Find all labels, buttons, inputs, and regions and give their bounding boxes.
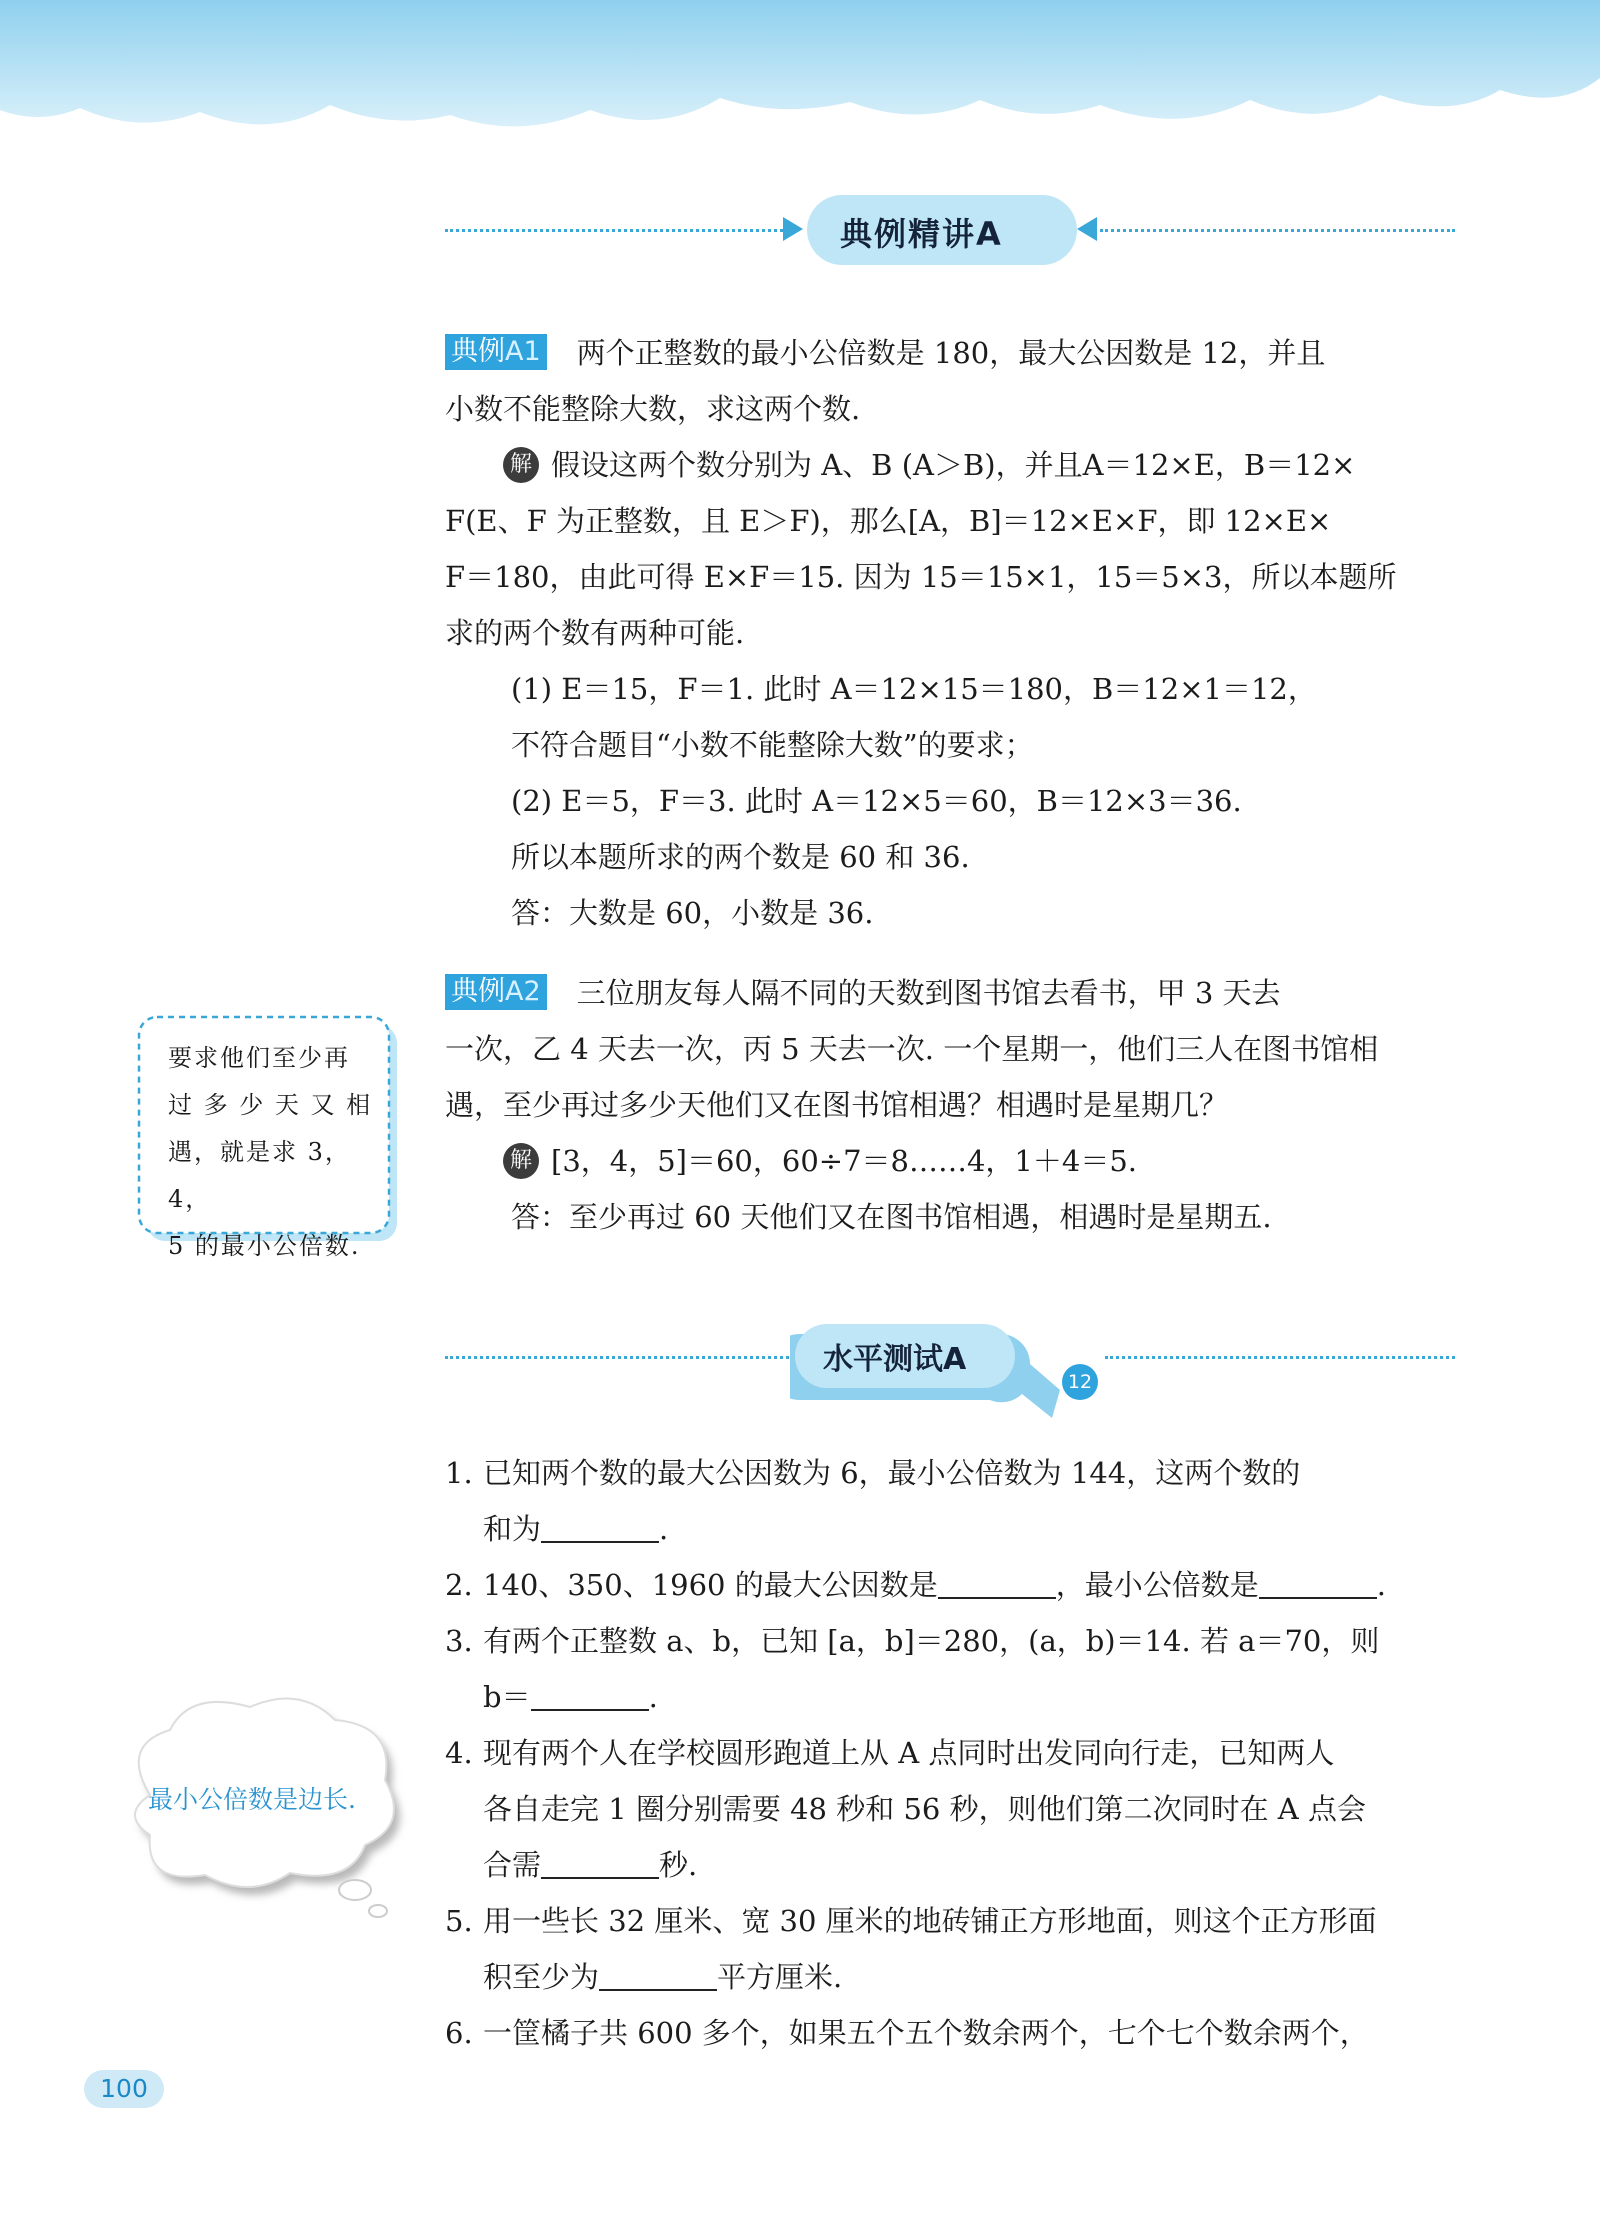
answer-blank[interactable] bbox=[541, 1847, 659, 1879]
example-a2 bbox=[445, 965, 1455, 1245]
dotted-rule-right bbox=[1105, 1356, 1455, 1359]
page-number: 100 bbox=[84, 2070, 164, 2108]
answer-text: 答：大数是 60，小数是 36. bbox=[511, 896, 874, 930]
quiz-text: 各自走完 1 圈分别需要 48 秒和 56 秒，则他们第二次同时在 A 点会 bbox=[483, 1792, 1366, 1826]
example-text: 遇，至少再过多少天他们又在图书馆相遇？相遇时是星期几？ bbox=[445, 1088, 1229, 1122]
quiz-number: 2. bbox=[445, 1568, 473, 1602]
quiz-text: 一筐橘子共 600 多个，如果五个五个数余两个，七个七个数余两个， bbox=[483, 2016, 1369, 2050]
side-note-line: 要求他们至少再 bbox=[168, 1044, 350, 1072]
case-text: (1) E＝15，F＝1. 此时 A＝12×15＝180，B＝12×1＝12， bbox=[511, 672, 1317, 706]
side-note-line: 过 多 少 天 又 相 bbox=[168, 1091, 373, 1119]
quiz-item bbox=[445, 1613, 1455, 1725]
quiz-item bbox=[445, 2005, 1455, 2061]
answer-blank[interactable] bbox=[1259, 1567, 1377, 1599]
solution-badge: 解 bbox=[503, 447, 539, 483]
quiz-count-badge: 12 bbox=[1062, 1364, 1098, 1400]
side-note-line: 5 的最小公倍数. bbox=[168, 1232, 361, 1260]
quiz-item bbox=[445, 1557, 1455, 1613]
quiz-text: 已知两个数的最大公因数为 6，最小公倍数为 144，这两个数的 bbox=[483, 1456, 1301, 1490]
solution-text: F(E、F 为正整数，且 E＞F)，那么[A，B]＝12×E×F，即 12×E× bbox=[445, 504, 1332, 538]
quiz-text: 秒. bbox=[659, 1848, 698, 1882]
quiz-text: . bbox=[659, 1512, 669, 1546]
quiz-text: 有两个正整数 a、b，已知 [a，b]＝280，(a，b)＝14. 若 a＝70，则 bbox=[483, 1624, 1380, 1658]
quiz-text: 积至少为 bbox=[483, 1960, 600, 1994]
cloud-header-decoration bbox=[0, 0, 1600, 150]
side-note-line: 遇，就是求 3，4， bbox=[168, 1138, 351, 1213]
quiz-text: 140、350、1960 的最大公因数是 bbox=[483, 1568, 938, 1602]
conclusion-text: 所以本题所求的两个数是 60 和 36. bbox=[511, 840, 970, 874]
answer-blank[interactable] bbox=[599, 1959, 717, 1991]
quiz-number: 3. bbox=[445, 1624, 473, 1658]
quiz-item bbox=[445, 1725, 1455, 1893]
example-a1 bbox=[445, 325, 1455, 941]
solution-text: F＝180，由此可得 E×F＝15. 因为 15＝15×1，15＝5×3，所以本题所 bbox=[445, 560, 1397, 594]
quiz-text: 和为 bbox=[483, 1512, 542, 1546]
quiz-text: 用一些长 32 厘米、宽 30 厘米的地砖铺正方形地面，则这个正方形面 bbox=[483, 1904, 1377, 1938]
quiz-number: 1. bbox=[445, 1456, 473, 1490]
solution-text: [3，4，5]＝60，60÷7＝8……4，1＋4＝5. bbox=[551, 1144, 1138, 1178]
answer-blank[interactable] bbox=[938, 1567, 1056, 1599]
arrow-right-icon bbox=[783, 217, 803, 241]
quiz-text: 平方厘米. bbox=[717, 1960, 843, 1994]
quiz-number: 5. bbox=[445, 1904, 473, 1938]
case-text: 不符合题目“小数不能整除大数”的要求； bbox=[511, 728, 1034, 762]
quiz-text: 现有两个人在学校圆形跑道上从 A 点同时出发同向行走，已知两人 bbox=[483, 1736, 1335, 1770]
answer-blank[interactable] bbox=[531, 1679, 649, 1711]
example-label: 典例A2 bbox=[445, 974, 547, 1010]
dotted-rule-left bbox=[445, 229, 795, 232]
quiz-number: 6. bbox=[445, 2016, 473, 2050]
example-label: 典例A1 bbox=[445, 334, 547, 370]
solution-text: 求的两个数有两种可能. bbox=[445, 616, 745, 650]
quiz-number: 4. bbox=[445, 1736, 473, 1770]
section-header-quiz bbox=[445, 1322, 1455, 1432]
example-text: 一次，乙 4 天去一次，丙 5 天去一次. 一个星期一，他们三人在图书馆相 bbox=[445, 1032, 1379, 1066]
example-text: 三位朋友每人隔不同的天数到图书馆去看书，甲 3 天去 bbox=[576, 976, 1281, 1010]
quiz-text: b＝ bbox=[483, 1680, 531, 1714]
quiz-list bbox=[445, 1445, 1455, 2061]
dotted-rule-left bbox=[445, 1356, 800, 1359]
example-text: 两个正整数的最小公倍数是 180，最大公因数是 12，并且 bbox=[576, 336, 1326, 370]
arrow-left-icon bbox=[1077, 217, 1097, 241]
solution-text: 假设这两个数分别为 A、B (A＞B)，并且A＝12×E，B＝12× bbox=[551, 448, 1356, 482]
side-note bbox=[168, 1035, 383, 1270]
quiz-text: 合需 bbox=[483, 1848, 542, 1882]
quiz-text: . bbox=[648, 1680, 658, 1714]
section-header-examples bbox=[445, 195, 1455, 265]
solution-badge: 解 bbox=[503, 1143, 539, 1179]
thought-bubble-text: 最小公倍数是边长. bbox=[148, 1785, 356, 1814]
answer-blank[interactable] bbox=[541, 1511, 659, 1543]
example-text: 小数不能整除大数，求这两个数. bbox=[445, 392, 861, 426]
quiz-text: ，最小公倍数是 bbox=[1055, 1568, 1259, 1602]
answer-text: 答：至少再过 60 天他们又在图书馆相遇，相遇时是星期五. bbox=[511, 1200, 1272, 1234]
section-title: 典例精讲A bbox=[840, 215, 1003, 253]
quiz-item bbox=[445, 1445, 1455, 1557]
quiz-item bbox=[445, 1893, 1455, 2005]
dotted-rule-right bbox=[1100, 229, 1455, 232]
case-text: (2) E＝5，F＝3. 此时 A＝12×5＝60，B＝12×3＝36. bbox=[511, 784, 1242, 818]
quiz-text: . bbox=[1376, 1568, 1386, 1602]
section-title: 水平测试A bbox=[823, 1342, 967, 1377]
